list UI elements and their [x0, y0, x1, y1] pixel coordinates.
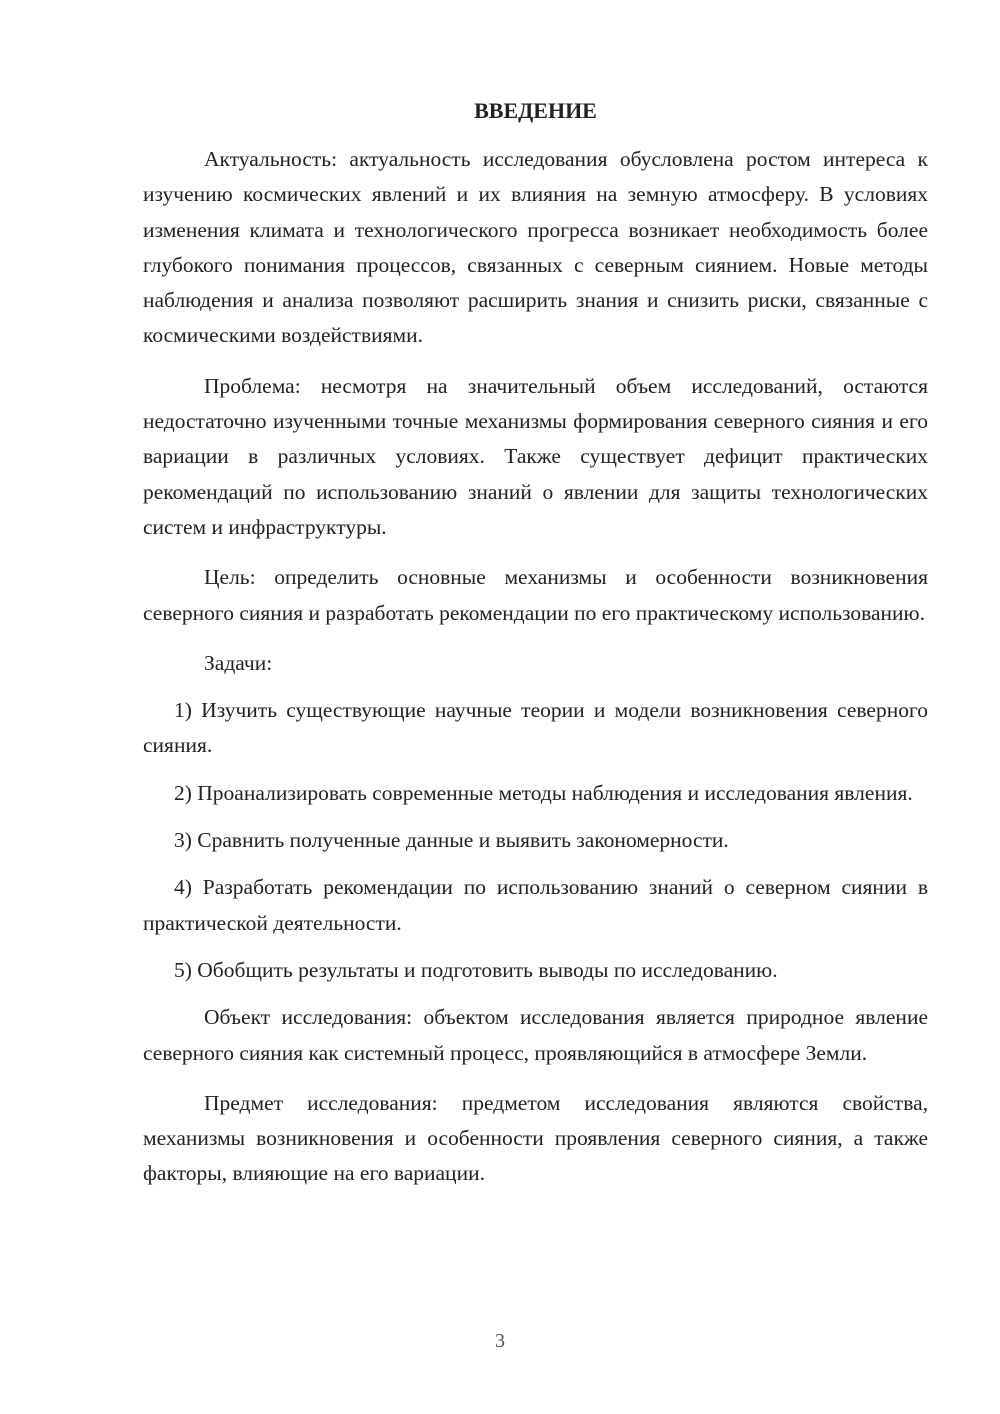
paragraph-subject: Предмет исследования: предметом исследования являются свойства, механизмы возникновения и особенности проявления северного сияния, а также факторы, влияющие на его вариации.: [143, 1090, 928, 1186]
paragraph-goal: Цель: определить основные механизмы и особенности возникновения северного сияния и разработать рекомендации по его практическому использованию.: [143, 565, 928, 625]
task-item-4: 4) Разработать рекомендации по использованию знаний о северном сиянии в практической деятельности.: [143, 875, 928, 935]
paragraph-problem: Проблема: несмотря на значительный объем исследований, остаются недостаточно изученными точные механизмы формирования северного сияния и его вариации в различных условиях. Также существует дефицит практических рекомендаций по использованию знаний о явлении для защиты технологических систем и инфраструктуры.: [143, 373, 928, 539]
task-item-3: 3) Сравнить полученные данные и выявить закономерности.: [174, 828, 729, 853]
paragraph-relevance: Актуальность: актуальность исследования обусловлена ростом интереса к изучению космических явлений и их влияния на земную атмосферу. В условиях изменения климата и технологического прогресса возникает необходимость более глубокого понимания процессов, связанных с северным сиянием. Новые методы наблюдения и анализа позволяют расширить знания и снизить риски, связанные с космическими воздействиями.: [143, 147, 928, 348]
page-title: ВВЕДЕНИЕ: [474, 98, 597, 123]
tasks-label: Задачи:: [204, 650, 273, 675]
document-page: [143, 94, 928, 1207]
task-item-2: 2) Проанализировать современные методы наблюдения и исследования явления.: [174, 780, 913, 805]
page-number: 3: [495, 1330, 505, 1352]
task-item-5: 5) Обобщить результаты и подготовить выводы по исследованию.: [174, 957, 778, 982]
paragraph-object: Объект исследования: объектом исследования является природное явление северного сияния как системный процесс, проявляющийся в атмосфере Земли.: [143, 1005, 928, 1065]
task-item-1: 1) Изучить существующие научные теории и модели возникновения северного сияния.: [143, 698, 928, 758]
